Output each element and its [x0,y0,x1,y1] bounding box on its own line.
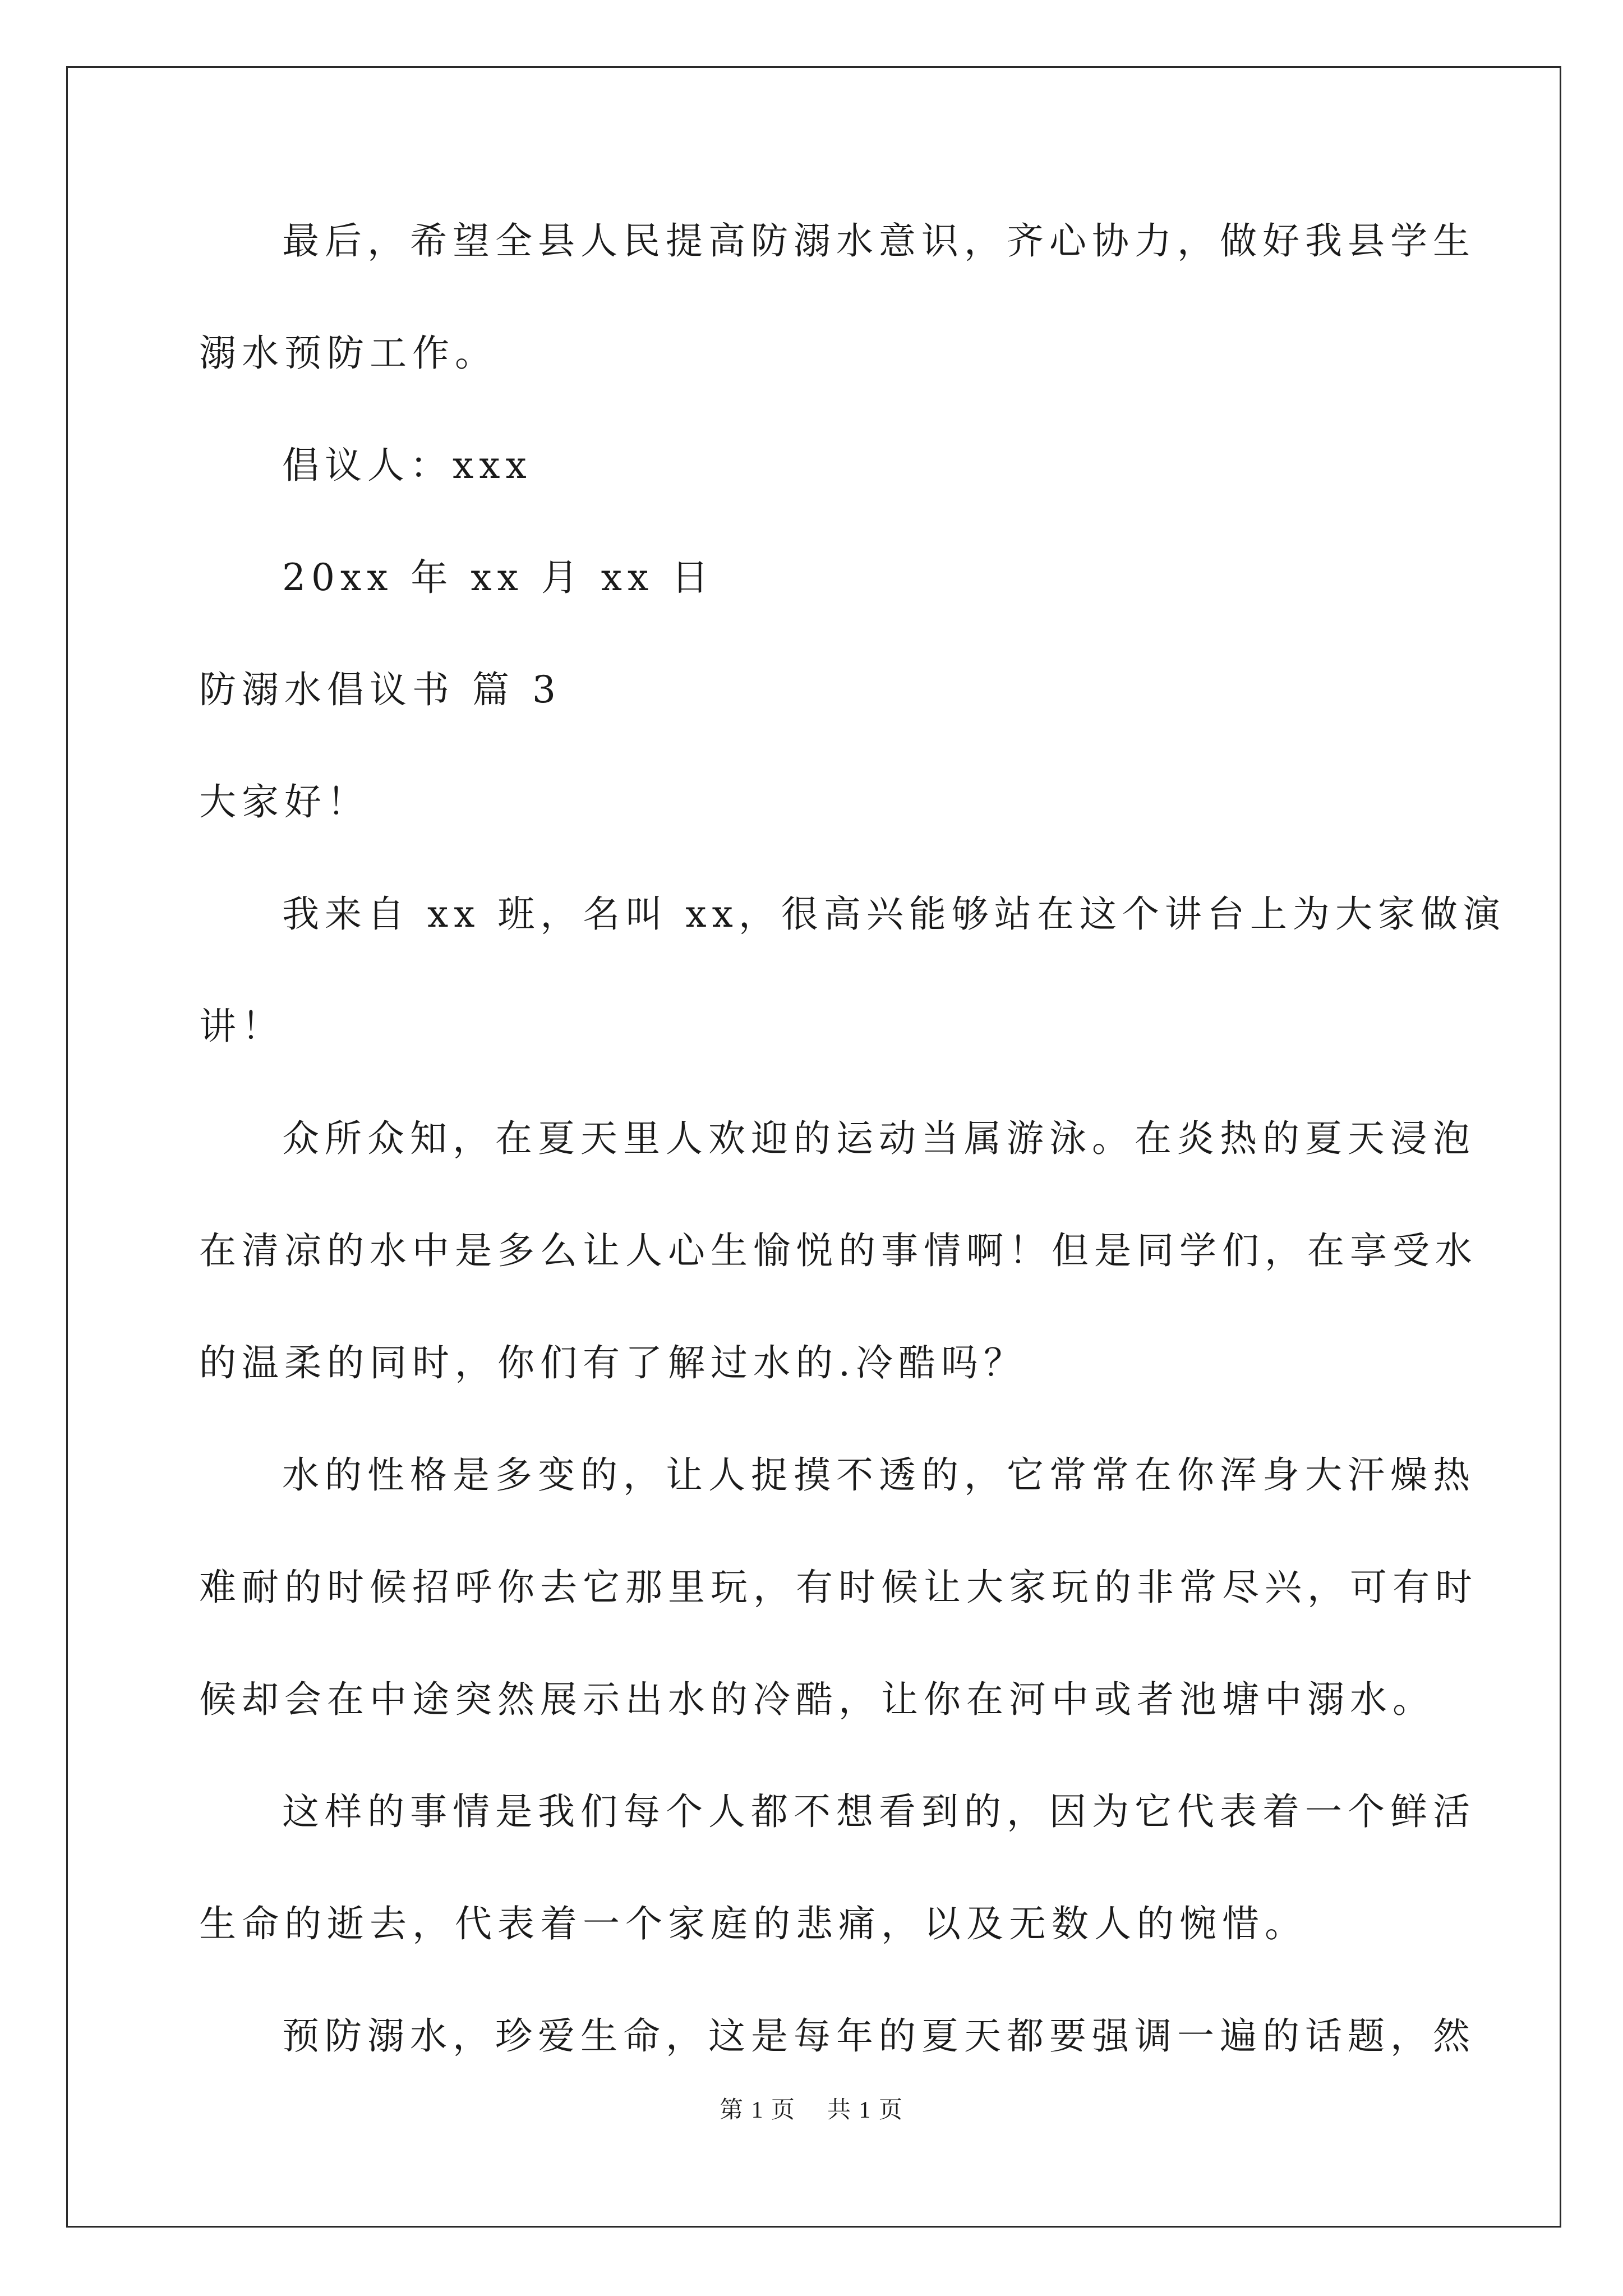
paragraph-line: 这样的事情是我们每个人都不想看到的，因为它代表着一个鲜活 [282,1790,1476,1833]
paragraph-line: 在清凉的水中是多么让人心生愉悦的事情啊！但是同学们，在享受水 [199,1229,1478,1272]
date-line: 20xx 年 xx 月 xx 日 [282,556,714,599]
paragraph-line: 的温柔的同时，你们有了解过水的.冷酷吗？ [199,1341,1026,1384]
paragraph-line: 预防溺水，珍爱生命，这是每年的夏天都要强调一遍的话题，然 [282,2014,1476,2058]
paragraph-line: 水的性格是多变的，让人捉摸不透的，它常常在你浑身大汗燥热 [282,1453,1476,1497]
page-number: 第 1 页 [719,2097,796,2123]
paragraph-line: 我来自 xx 班，名叫 xx，很高兴能够站在这个讲台上为大家做演 [282,892,1506,936]
paragraph-line: 生命的逝去，代表着一个家庭的悲痛，以及无数人的惋惜。 [199,1902,1307,1945]
paragraph-line: 最后，希望全县人民提高防溺水意识，齐心协力，做好我县学生 [282,219,1476,263]
page-footer [0,2091,1623,2125]
paragraph-line: 候却会在中途突然展示出水的冷酷，让你在河中或者池塘中溺水。 [199,1678,1435,1721]
paragraph-line: 众所众知，在夏天里人欢迎的运动当属游泳。在炎热的夏天浸泡 [282,1117,1476,1160]
document-body [199,185,1506,2092]
greeting-line: 大家好！ [199,780,370,823]
paragraph-line: 溺水预防工作。 [199,332,497,375]
signatory-line: 倡议人：xxx [282,444,532,487]
paragraph-line: 讲！ [199,1005,284,1048]
section-title: 防溺水倡议书 篇 3 [199,668,561,711]
paragraph-line: 难耐的时候招呼你去它那里玩，有时候让大家玩的非常尽兴，可有时 [199,1566,1478,1609]
page-total: 共 1 页 [827,2097,904,2123]
